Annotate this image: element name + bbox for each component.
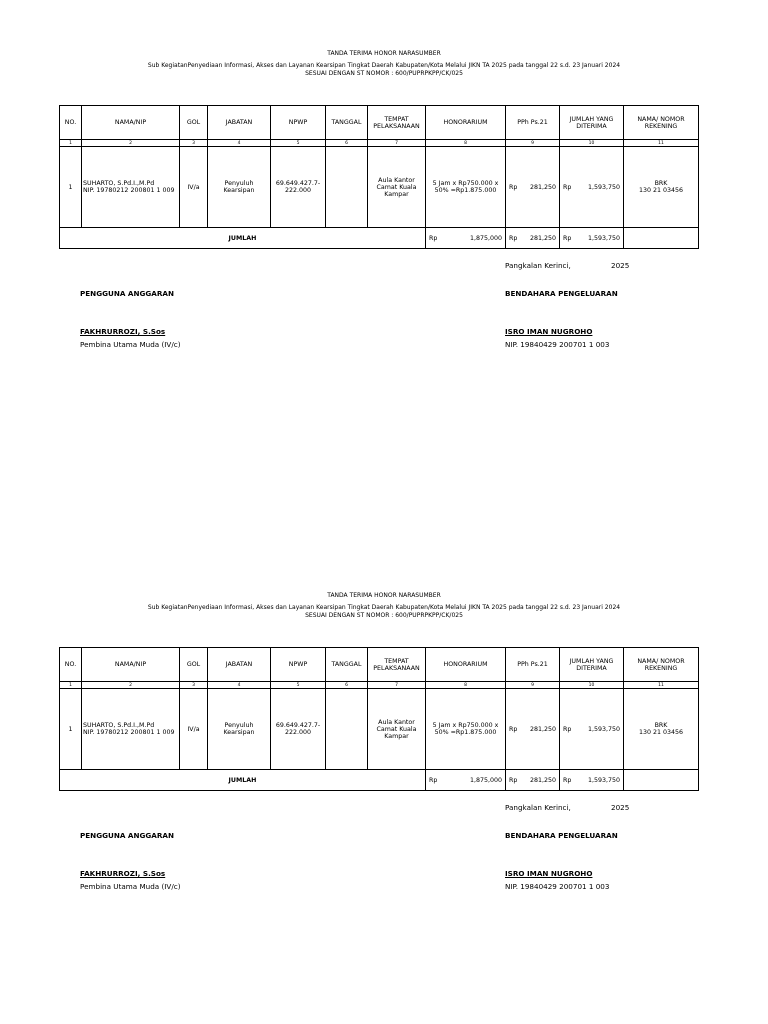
col-num: 11 bbox=[624, 682, 699, 689]
receipt-1 bbox=[0, 50, 768, 349]
total-honorarium bbox=[426, 228, 506, 249]
total-empty bbox=[624, 770, 699, 791]
col-num: 2 bbox=[82, 140, 180, 147]
column-number-row bbox=[60, 682, 699, 689]
header-gol: GOL bbox=[180, 106, 208, 140]
row-nama-nip bbox=[82, 147, 180, 228]
header-jabatan: JABATAN bbox=[208, 648, 271, 682]
amount: 1,593,750 bbox=[587, 776, 620, 784]
row-nama: SUHARTO, S.Pd.I.,M.Pd bbox=[83, 722, 155, 729]
document-header bbox=[0, 50, 768, 78]
row-nama-nip bbox=[82, 689, 180, 770]
col-num: 5 bbox=[271, 140, 326, 147]
place-date-text: Pangkalan Kerinci, bbox=[505, 261, 571, 270]
document-subtitle: Sub KegiatanPenyediaan Informasi, Akses dan Layanan Kearsipan Tingkat Daerah Kabupaten/Kota Melalui JIKN TA 2025 pada tanggal 22 s.d. 23 Januari 2024 bbox=[147, 62, 621, 69]
header-jumlah: JUMLAH YANG DITERIMA bbox=[560, 648, 624, 682]
col-num: 2 bbox=[82, 682, 180, 689]
honor-table bbox=[59, 105, 699, 249]
left-role: PENGGUNA ANGGARAN bbox=[80, 289, 174, 298]
total-jumlah bbox=[560, 770, 624, 791]
header-no: NO. bbox=[60, 648, 82, 682]
row-tanggal bbox=[326, 147, 368, 228]
header-row bbox=[60, 106, 699, 140]
currency: Rp bbox=[563, 776, 572, 784]
col-num: 10 bbox=[560, 682, 624, 689]
col-num: 4 bbox=[208, 682, 271, 689]
right-role: BENDAHARA PENGELUARAN bbox=[505, 289, 618, 298]
amount: 281,250 bbox=[529, 234, 556, 242]
amount: 1,875,000 bbox=[469, 234, 502, 242]
row-gol: IV/a bbox=[180, 147, 208, 228]
col-num: 1 bbox=[60, 140, 82, 147]
currency: Rp bbox=[563, 183, 572, 191]
row-nama: SUHARTO, S.Pd.I.,M.Pd bbox=[83, 180, 155, 187]
total-jumlah bbox=[560, 228, 624, 249]
left-name: FAKHRURROZI, S.Sos bbox=[80, 327, 166, 336]
col-num: 3 bbox=[180, 682, 208, 689]
header-rekening: NAMA/ NOMOR REKENING bbox=[624, 106, 699, 140]
row-gol: IV/a bbox=[180, 689, 208, 770]
header-tempat: TEMPAT PELAKSANAAN bbox=[368, 106, 426, 140]
row-honorarium: 5 Jam x Rp750.000 x 50% =Rp1.875.000 bbox=[426, 147, 506, 228]
col-num: 11 bbox=[624, 140, 699, 147]
col-num: 5 bbox=[271, 682, 326, 689]
col-num: 7 bbox=[368, 682, 426, 689]
currency: Rp bbox=[509, 183, 518, 191]
document-title: TANDA TERIMA HONOR NARASUMBER bbox=[327, 50, 441, 57]
row-rekening bbox=[624, 689, 699, 770]
amount: 281,250 bbox=[529, 776, 556, 784]
header-nama: NAMA/NIP bbox=[82, 106, 180, 140]
amount: 281,250 bbox=[529, 725, 556, 733]
document-subtitle: Sub KegiatanPenyediaan Informasi, Akses dan Layanan Kearsipan Tingkat Daerah Kabupaten/Kota Melalui JIKN TA 2025 pada tanggal 22 s.d. 23 Januari 2024 bbox=[147, 604, 621, 611]
header-gol: GOL bbox=[180, 648, 208, 682]
col-num: 9 bbox=[506, 140, 560, 147]
header-npwp: NPWP bbox=[271, 648, 326, 682]
col-num: 1 bbox=[60, 682, 82, 689]
table-row bbox=[60, 689, 699, 770]
row-tempat: Aula Kantor Camat Kuala Kampar bbox=[368, 147, 426, 228]
row-pph bbox=[506, 689, 560, 770]
row-no: 1 bbox=[60, 689, 82, 770]
header-pph: PPh Ps.21 bbox=[506, 106, 560, 140]
right-name: ISRO IMAN NUGROHO bbox=[505, 327, 593, 336]
header-tempat: TEMPAT PELAKSANAAN bbox=[368, 648, 426, 682]
header-row bbox=[60, 648, 699, 682]
row-no: 1 bbox=[60, 147, 82, 228]
left-rank: Pembina Utama Muda (IV/c) bbox=[80, 340, 181, 349]
document-title: TANDA TERIMA HONOR NARASUMBER bbox=[327, 592, 441, 599]
place-date bbox=[505, 803, 629, 813]
total-empty bbox=[624, 228, 699, 249]
right-name: ISRO IMAN NUGROHO bbox=[505, 869, 593, 878]
place-date bbox=[505, 261, 629, 271]
amount: 281,250 bbox=[529, 183, 556, 191]
right-role: BENDAHARA PENGELUARAN bbox=[505, 831, 618, 840]
row-jabatan: Penyuluh Kearsipan bbox=[208, 689, 271, 770]
col-num: 7 bbox=[368, 140, 426, 147]
row-npwp: 69.649.427.7-222.000 bbox=[271, 689, 326, 770]
header-rekening: NAMA/ NOMOR REKENING bbox=[624, 648, 699, 682]
col-num: 4 bbox=[208, 140, 271, 147]
row-tanggal bbox=[326, 689, 368, 770]
row-pph bbox=[506, 147, 560, 228]
header-nama: NAMA/NIP bbox=[82, 648, 180, 682]
header-honorarium: HONORARIUM bbox=[426, 106, 506, 140]
header-jabatan: JABATAN bbox=[208, 106, 271, 140]
col-num: 8 bbox=[426, 140, 506, 147]
total-honorarium bbox=[426, 770, 506, 791]
row-jumlah bbox=[560, 689, 624, 770]
col-num: 6 bbox=[326, 682, 368, 689]
amount: 1,593,750 bbox=[587, 183, 620, 191]
right-nip: NIP. 19840429 200701 1 003 bbox=[505, 340, 610, 349]
currency: Rp bbox=[563, 234, 572, 242]
place-date-text: Pangkalan Kerinci, bbox=[505, 803, 571, 812]
row-jumlah bbox=[560, 147, 624, 228]
col-num: 3 bbox=[180, 140, 208, 147]
currency: Rp bbox=[509, 776, 518, 784]
row-npwp: 69.649.427.7-222.000 bbox=[271, 147, 326, 228]
amount: 1,593,750 bbox=[587, 234, 620, 242]
currency: Rp bbox=[509, 234, 518, 242]
column-number-row bbox=[60, 140, 699, 147]
total-row bbox=[60, 228, 699, 249]
currency: Rp bbox=[429, 776, 438, 784]
right-nip: NIP. 19840429 200701 1 003 bbox=[505, 882, 610, 891]
total-pph bbox=[506, 770, 560, 791]
header-npwp: NPWP bbox=[271, 106, 326, 140]
row-nip: NIP. 19780212 200801 1 009 bbox=[83, 187, 175, 194]
row-rekening bbox=[624, 147, 699, 228]
row-nip: NIP. 19780212 200801 1 009 bbox=[83, 729, 175, 736]
header-tanggal: TANGGAL bbox=[326, 648, 368, 682]
header-jumlah: JUMLAH YANG DITERIMA bbox=[560, 106, 624, 140]
row-honorarium: 5 Jam x Rp750.000 x 50% =Rp1.875.000 bbox=[426, 689, 506, 770]
amount: 1,875,000 bbox=[469, 776, 502, 784]
header-no: NO. bbox=[60, 106, 82, 140]
total-label: JUMLAH bbox=[60, 228, 426, 249]
currency: Rp bbox=[509, 725, 518, 733]
amount: 1,593,750 bbox=[587, 725, 620, 733]
rekening-number: 130 21 03456 bbox=[638, 187, 684, 194]
currency: Rp bbox=[429, 234, 438, 242]
st-number: SESUAI DENGAN ST NOMOR : 600/PUPRPKPP/CK/025 bbox=[305, 612, 463, 619]
honor-table bbox=[59, 647, 699, 791]
left-role: PENGGUNA ANGGARAN bbox=[80, 831, 174, 840]
rekening-bank: BRK bbox=[654, 180, 668, 187]
rekening-bank: BRK bbox=[654, 722, 668, 729]
left-rank: Pembina Utama Muda (IV/c) bbox=[80, 882, 181, 891]
col-num: 10 bbox=[560, 140, 624, 147]
col-num: 8 bbox=[426, 682, 506, 689]
total-row bbox=[60, 770, 699, 791]
header-tanggal: TANGGAL bbox=[326, 106, 368, 140]
col-num: 9 bbox=[506, 682, 560, 689]
header-pph: PPh Ps.21 bbox=[506, 648, 560, 682]
row-tempat: Aula Kantor Camat Kuala Kampar bbox=[368, 689, 426, 770]
col-num: 6 bbox=[326, 140, 368, 147]
left-name: FAKHRURROZI, S.Sos bbox=[80, 869, 166, 878]
table-row bbox=[60, 147, 699, 228]
total-label: JUMLAH bbox=[60, 770, 426, 791]
st-number: SESUAI DENGAN ST NOMOR : 600/PUPRPKPP/CK/025 bbox=[305, 70, 463, 77]
rekening-number: 130 21 03456 bbox=[638, 729, 684, 736]
receipt-2 bbox=[0, 592, 768, 891]
year: 2025 bbox=[611, 803, 630, 812]
header-honorarium: HONORARIUM bbox=[426, 648, 506, 682]
year: 2025 bbox=[611, 261, 630, 270]
total-pph bbox=[506, 228, 560, 249]
currency: Rp bbox=[563, 725, 572, 733]
row-jabatan: Penyuluh Kearsipan bbox=[208, 147, 271, 228]
document-header bbox=[0, 592, 768, 620]
